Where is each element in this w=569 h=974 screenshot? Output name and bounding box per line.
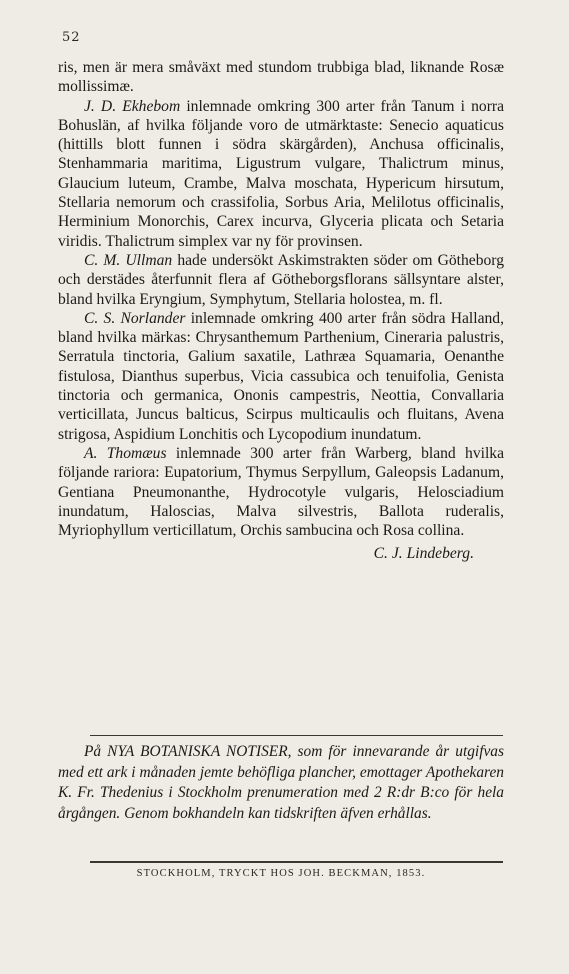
paragraph-text: inlemnade 300 arter från Warberg, bland hvilka följande rariora: Eupatorium, Thymus Serpyllum, Galeopsis Ladanum, Gentiana Pneumonanthe, Hydrocotyle vulgaris, Helosciadium inundatum, Haloscias, Malva silvestris, Ballota ruderalis, Myriophyllum verticillatum, Orchis sambucina och Rosa collina. [58,444,504,540]
paragraph-text: inlemnade omkring 400 arter från södra Halland, bland hvilka märkas: Chrysanthemum Parthenium, Cineraria palustris, Serratula tinctoria, Galium saxatile, Lathræa Squamaria, Oenanthe fistulosa, Dianthus superbus, Vicia cassubica och tenuifolia, Genista tinctoria och germanica, Ononis campestris, Neottia, Convallaria verticillata, Juncus balticus, Scirpus multicaulis och fluitans, Avena strigosa, Aspidium Lonchitis och Lycopodium inundatum. [58,309,504,443]
contributor-name: A. Thomæus [84,444,167,462]
subscription-notice: På NYA BOTANISKA NOTISER, som för innevarande år utgifvas med ett ark i månaden jemte behöfliga plancher, emottager Apothekaren K. Fr. Thedenius i Stockholm prenumeration med 2 R:dr B:co för hela årgången. Genom bokhandeln kan tidskriften äfven erhållas. [58,743,504,822]
page-number: 52 [62,30,81,45]
paragraph-ekhebom [58,97,504,251]
printer-imprint: STOCKHOLM, TRYCKT HOS JOH. BECKMAN, 1853. [136,868,426,879]
contributor-name: C. S. Norlander [84,309,186,327]
paragraph-thomaeus [58,444,504,540]
article-body [58,58,504,564]
paragraph-norlander [58,309,504,444]
paragraph-text: inlemnade omkring 300 arter från Tanum i norra Bohuslän, af hvilka följande voro de utmärktaste: Senecio aquaticus (hittills blott funnen i södra skärgården), Anchusa officinalis, Stenhammaria maritima, Ligustrum vulgare, Thalictrum minus, Glaucium luteum, Crambe, Malva moschata, Hypericum hirsutum, Stellaria nemorum och crassifolia, Sorbus Aria, Melilotus officinalis, Herminium Monorchis, Carex incurva, Glyceria plicata och Setaria viridis. Thalictrum simplex var ny för provinsen. [58,97,504,250]
contributor-name: J. D. Ekhebom [84,97,181,115]
paragraph-ullman [58,251,504,309]
author-signature: C. J. Lindeberg. [373,545,474,563]
paragraph-text: hade undersökt Askimstrakten söder om Götheborg och derstädes återfunnit flera af Götheborgsflorans sällsyntare alster, bland hvilka Eryngium, Symphytum, Stellaria holostea, m. fl. [58,251,505,308]
paragraph-continuation [58,58,504,97]
divider-rule-double [90,861,503,863]
divider-rule [90,735,503,736]
paragraph-text: ris, men är mera småväxt med stundom trubbiga blad, liknande Rosæ mollissimæ. [58,59,504,96]
contributor-name: C. M. Ullman [84,251,173,269]
